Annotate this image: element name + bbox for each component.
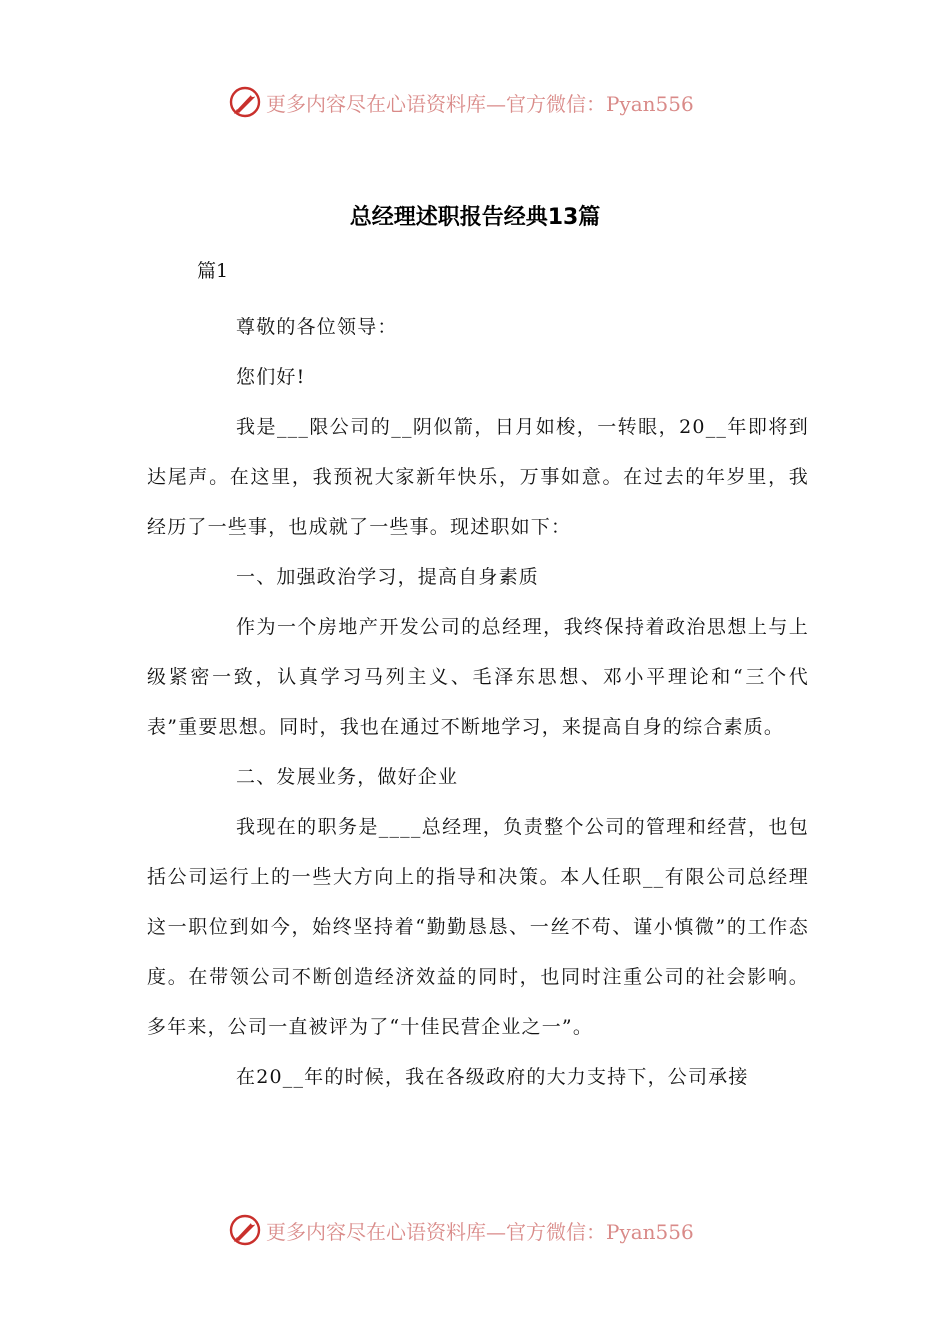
paragraph: 尊敬的各位领导：: [236, 316, 398, 338]
paragraph: 在20__年的时候，我在各级政府的大力支持下，公司承接: [236, 1066, 749, 1088]
paragraph: 一、加强政治学习，提高自身素质: [236, 566, 540, 588]
paragraph: 我现在的职务是____总经理，负责整个公司的管理和经营，也包括公司运行上的一些大方向上的指导和决策。本人任职__有限公司总经理这一职位到如今，始终坚持着“勤勤恳恳、一丝不苟、谨小慎微”的工作态度。在带领公司不断创造经济效益的同时，也同时注重公司的社会影响。多年来，公司一直被评为了“十佳民营企业之一”。: [147, 816, 809, 1038]
section-label: 篇1: [197, 260, 229, 282]
paragraph: 二、发展业务，做好企业: [236, 766, 459, 788]
watermark-text: 更多内容尽在心语资料库—官方微信：Pyan556: [266, 1219, 694, 1244]
document-body: [147, 302, 809, 1102]
paragraph: 作为一个房地产开发公司的总经理，我终保持着政治思想上与上级紧密一致，认真学习马列主义、毛泽东思想、邓小平理论和“三个代表”重要思想。同时，我也在通过不断地学习，来提高自身的综合素质。: [147, 616, 809, 738]
paragraph: 您们好!: [236, 366, 306, 388]
watermark-text: 更多内容尽在心语资料库—官方微信：Pyan556: [266, 91, 694, 116]
paragraph: 我是___限公司的__阴似箭，日月如梭，一转眼，20__年即将到达尾声。在这里，我预祝大家新年快乐，万事如意。在过去的年岁里，我经历了一些事，也成就了一些事。现述职如下：: [147, 416, 809, 538]
quill-pen-logo-icon: [228, 85, 262, 119]
header-watermark-banner: [228, 84, 748, 120]
quill-pen-logo-icon: [228, 1213, 262, 1247]
footer-watermark-banner: [228, 1212, 748, 1248]
document-title: 总经理述职报告经典13篇: [349, 205, 601, 230]
